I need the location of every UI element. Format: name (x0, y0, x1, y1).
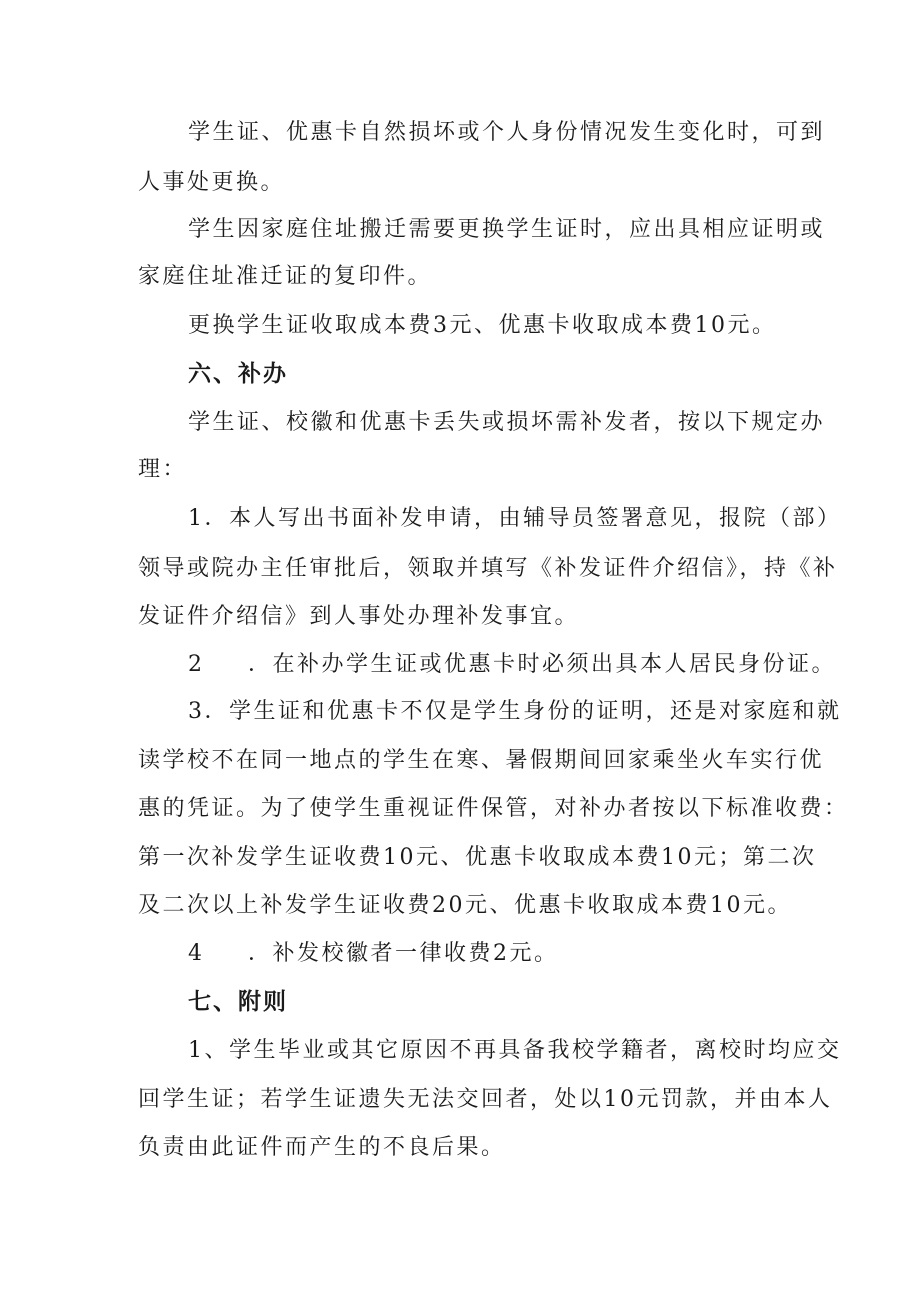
paragraph-line: 第一次补发学生证收费10元、优惠卡收取成本费10元；第二次 (138, 845, 817, 870)
paragraph-line: 读学校不在同一地点的学生在寒、暑假期间回家乘坐火车实行优 (138, 748, 825, 773)
paragraph-line: 学生因家庭住址搬迁需要更换学生证时，应出具相应证明或 (188, 217, 826, 242)
paragraph-line: 人事处更换。 (138, 170, 286, 195)
paragraph-line: 3．学生证和优惠卡不仅是学生身份的证明，还是对家庭和就 (188, 699, 842, 724)
paragraph-line: 1、学生毕业或其它原因不再具备我校学籍者，离校时均应交 (188, 1038, 842, 1063)
paragraph-line: 及二次以上补发学生证收费20元、优惠卡收取成本费10元。 (138, 893, 792, 918)
paragraph-line: 家庭住址准迁证的复印件。 (138, 264, 433, 289)
paragraph-line: ．在补办学生证或优惠卡时必须出具本人居民身份证。 (248, 652, 837, 677)
paragraph-line: ．补发校徽者一律收费2元。 (248, 941, 559, 966)
section-heading: 七、附则 (188, 989, 288, 1015)
list-number: 4 (188, 941, 205, 966)
paragraph-line: 1．本人写出书面补发申请，由辅导员签署意见，报院（部） (188, 506, 842, 531)
paragraph-line: 领导或院办主任审批后，领取并填写《补发证件介绍信》，持《补 (138, 556, 838, 581)
paragraph-line: 回学生证；若学生证遗失无法交回者，处以10元罚款，并由本人 (138, 1087, 833, 1112)
list-number: 2 (188, 652, 205, 677)
paragraph-line: 惠的凭证。为了使学生重视证件保管，对补办者按以下标准收费： (138, 796, 849, 821)
paragraph-line: 发证件介绍信》到人事处办理补发事宜。 (138, 604, 580, 629)
paragraph-line: 理： (138, 457, 188, 482)
paragraph-line: 学生证、校徽和优惠卡丢失或损坏需补发者，按以下规定办 (188, 410, 826, 435)
paragraph-line: 负责由此证件而产生的不良后果。 (138, 1135, 506, 1160)
paragraph-line: 更换学生证收取成本费3元、优惠卡收取成本费10元。 (188, 313, 777, 338)
paragraph-line: 学生证、优惠卡自然损坏或个人身份情况发生变化时，可到 (188, 120, 826, 145)
section-heading: 六、补办 (188, 361, 288, 387)
